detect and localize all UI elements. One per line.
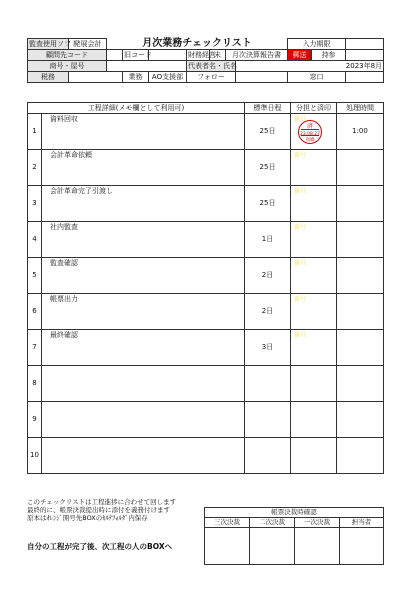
approval-cell-third[interactable] — [205, 528, 250, 565]
table-row — [28, 438, 384, 474]
processing-time-cell[interactable] — [337, 222, 384, 258]
trade-name-value[interactable] — [107, 61, 187, 72]
assignee-cell[interactable] — [291, 150, 337, 186]
approval-title: 帳票決裁時確認 — [205, 508, 384, 518]
processing-time-cell[interactable] — [337, 258, 384, 294]
table-row — [28, 294, 384, 330]
task-name: 監査確認 — [50, 259, 78, 267]
approval-cell-staff[interactable] — [340, 528, 384, 565]
financial-results-value[interactable]: 未 — [210, 50, 226, 61]
monthly-report-label: 月次決算報告書 — [226, 50, 288, 61]
window-label: 窓口 — [288, 72, 346, 83]
financial-results-label: 財務経営 — [188, 50, 216, 59]
processing-time-cell[interactable] — [337, 186, 384, 222]
business-value: AO支援部 — [149, 72, 187, 83]
standard-date-cell: 2日 — [245, 294, 291, 330]
task-detail-cell[interactable] — [42, 114, 245, 150]
task-detail-cell[interactable] — [42, 438, 245, 474]
row-number: 8 — [28, 366, 42, 402]
row-number: 1 — [28, 114, 42, 150]
table-row — [28, 222, 384, 258]
assignee-cell[interactable] — [291, 258, 337, 294]
row-number: 3 — [28, 186, 42, 222]
task-name: 会計革命依頼 — [50, 151, 92, 159]
standard-date-column-header: 標準日程 — [245, 103, 291, 114]
follow-label: フォロー — [187, 72, 236, 83]
business-label: 業務 — [123, 72, 149, 83]
assignee-tag: 番号 — [294, 152, 307, 159]
bring-option[interactable]: 持参 — [312, 50, 346, 61]
task-detail-cell[interactable] — [42, 366, 245, 402]
standard-date-cell — [245, 366, 291, 402]
table-row — [28, 186, 384, 222]
standard-date-cell: 25日 — [245, 150, 291, 186]
standard-date-cell: 1日 — [245, 222, 291, 258]
trade-name-label: 商号・屋号 — [28, 61, 107, 72]
assignee-cell[interactable] — [291, 222, 337, 258]
old-code-label: 旧コード — [124, 50, 152, 59]
row-number: 4 — [28, 222, 42, 258]
task-name: 帳票出力 — [50, 295, 78, 303]
approval-col-first: 一次決裁 — [295, 518, 340, 528]
advisor-code-label: 顧問先コード — [28, 50, 107, 61]
software-label: 監査使用ソフト — [29, 39, 78, 48]
assignee-tag: 番号 — [294, 260, 307, 267]
input-deadline-value[interactable] — [346, 39, 384, 50]
assignee-cell[interactable] — [291, 186, 337, 222]
processing-time-cell[interactable] — [337, 330, 384, 366]
assignee-tag: 番号 — [294, 224, 307, 231]
tax-value[interactable] — [69, 72, 123, 83]
row-number: 6 — [28, 294, 42, 330]
processing-time-column-header: 処理時間 — [337, 103, 384, 114]
input-deadline-label: 入力期限 — [288, 39, 346, 50]
task-detail-cell[interactable] — [42, 294, 245, 330]
period-value: 2023年8月 — [236, 61, 384, 72]
approval-col-third: 三次決裁 — [205, 518, 250, 528]
assignee-cell[interactable] — [291, 330, 337, 366]
assignee-tag: 番号 — [294, 332, 307, 339]
table-row — [28, 366, 384, 402]
task-name: 資料回収 — [50, 115, 78, 123]
completion-stamp — [298, 120, 322, 144]
processing-time-cell[interactable] — [337, 438, 384, 474]
standard-date-cell: 2日 — [245, 258, 291, 294]
task-detail-cell[interactable] — [42, 222, 245, 258]
standard-date-cell: 25日 — [245, 114, 291, 150]
table-row — [28, 150, 384, 186]
approval-col-staff: 担当者 — [340, 518, 384, 528]
table-row — [28, 258, 384, 294]
table-row — [28, 330, 384, 366]
header-table — [27, 38, 384, 83]
row-number: 9 — [28, 402, 42, 438]
task-detail-cell[interactable] — [42, 258, 245, 294]
footer-message: 自分の工程が完了後、次工程の人のBOXへ — [27, 542, 173, 551]
detail-column-header: 工程詳細(メモ欄として利用可) — [28, 103, 245, 114]
software-value: 発展会計 — [69, 39, 107, 50]
task-name: 会計革命完了引渡し — [50, 187, 113, 195]
row-number: 7 — [28, 330, 42, 366]
processing-time-cell[interactable] — [337, 294, 384, 330]
standard-date-cell — [245, 402, 291, 438]
advisor-code-value[interactable] — [107, 50, 123, 61]
standard-date-cell — [245, 438, 291, 474]
rep-name-label: 代表者名・氏名 — [188, 61, 237, 70]
processing-time-cell[interactable] — [337, 366, 384, 402]
stamp-top-text: 済 — [306, 123, 313, 130]
table-row — [28, 402, 384, 438]
approval-table — [204, 507, 384, 565]
page-title: 月次業務チェックリスト — [107, 39, 288, 50]
approval-cell-first[interactable] — [295, 528, 340, 565]
assignee-column-header: 分担と済印 — [291, 103, 337, 114]
task-detail-cell[interactable] — [42, 402, 245, 438]
row-number: 10 — [28, 438, 42, 474]
assignee-cell[interactable] — [291, 366, 337, 402]
assignee-tag: 番号 — [294, 296, 307, 303]
process-table — [27, 102, 384, 474]
assignee-cell[interactable] — [291, 438, 337, 474]
assignee-tag: 番号 — [294, 188, 307, 195]
task-detail-cell[interactable] — [42, 330, 245, 366]
assignee-cell[interactable] — [291, 114, 337, 150]
stamp-date: 23.08.27 — [299, 132, 321, 137]
standard-date-cell: 3日 — [245, 330, 291, 366]
note-line-2: 最終的に、帳票決裁提出時に添付を義務付けます — [27, 506, 170, 514]
note-line-1: このチェックリストは工程進捗に合わせて回します — [27, 498, 177, 506]
row-number: 5 — [28, 258, 42, 294]
mail-option[interactable]: 郵送 — [288, 50, 312, 61]
task-name: 最終確認 — [50, 331, 78, 339]
approval-col-second: 二次決裁 — [250, 518, 295, 528]
window-value[interactable] — [346, 72, 384, 83]
task-name: 社内監査 — [50, 223, 78, 231]
assignee-cell[interactable] — [291, 402, 337, 438]
assignee-tag: 番号 — [294, 116, 307, 123]
notes-block — [27, 498, 176, 522]
task-detail-cell[interactable] — [42, 186, 245, 222]
header-blank-1 — [346, 50, 384, 61]
standard-date-cell: 25日 — [245, 186, 291, 222]
old-code-value[interactable] — [149, 50, 187, 61]
processing-time-cell[interactable] — [337, 150, 384, 186]
task-detail-cell[interactable] — [42, 150, 245, 186]
row-number: 2 — [28, 150, 42, 186]
tax-label: 税務 — [28, 72, 69, 83]
note-line-3: 原本はｵﾚﾝｼﾞ開号先BOXのｶﾙﾃﾌｫﾙﾀﾞ内保存 — [27, 514, 148, 522]
assignee-cell[interactable] — [291, 294, 337, 330]
follow-value[interactable] — [236, 72, 288, 83]
stamp-name: 高橋 — [305, 138, 315, 143]
processing-time-cell[interactable]: 1:00 — [337, 114, 384, 150]
processing-time-cell[interactable] — [337, 402, 384, 438]
approval-cell-second[interactable] — [250, 528, 295, 565]
table-row — [28, 114, 384, 150]
